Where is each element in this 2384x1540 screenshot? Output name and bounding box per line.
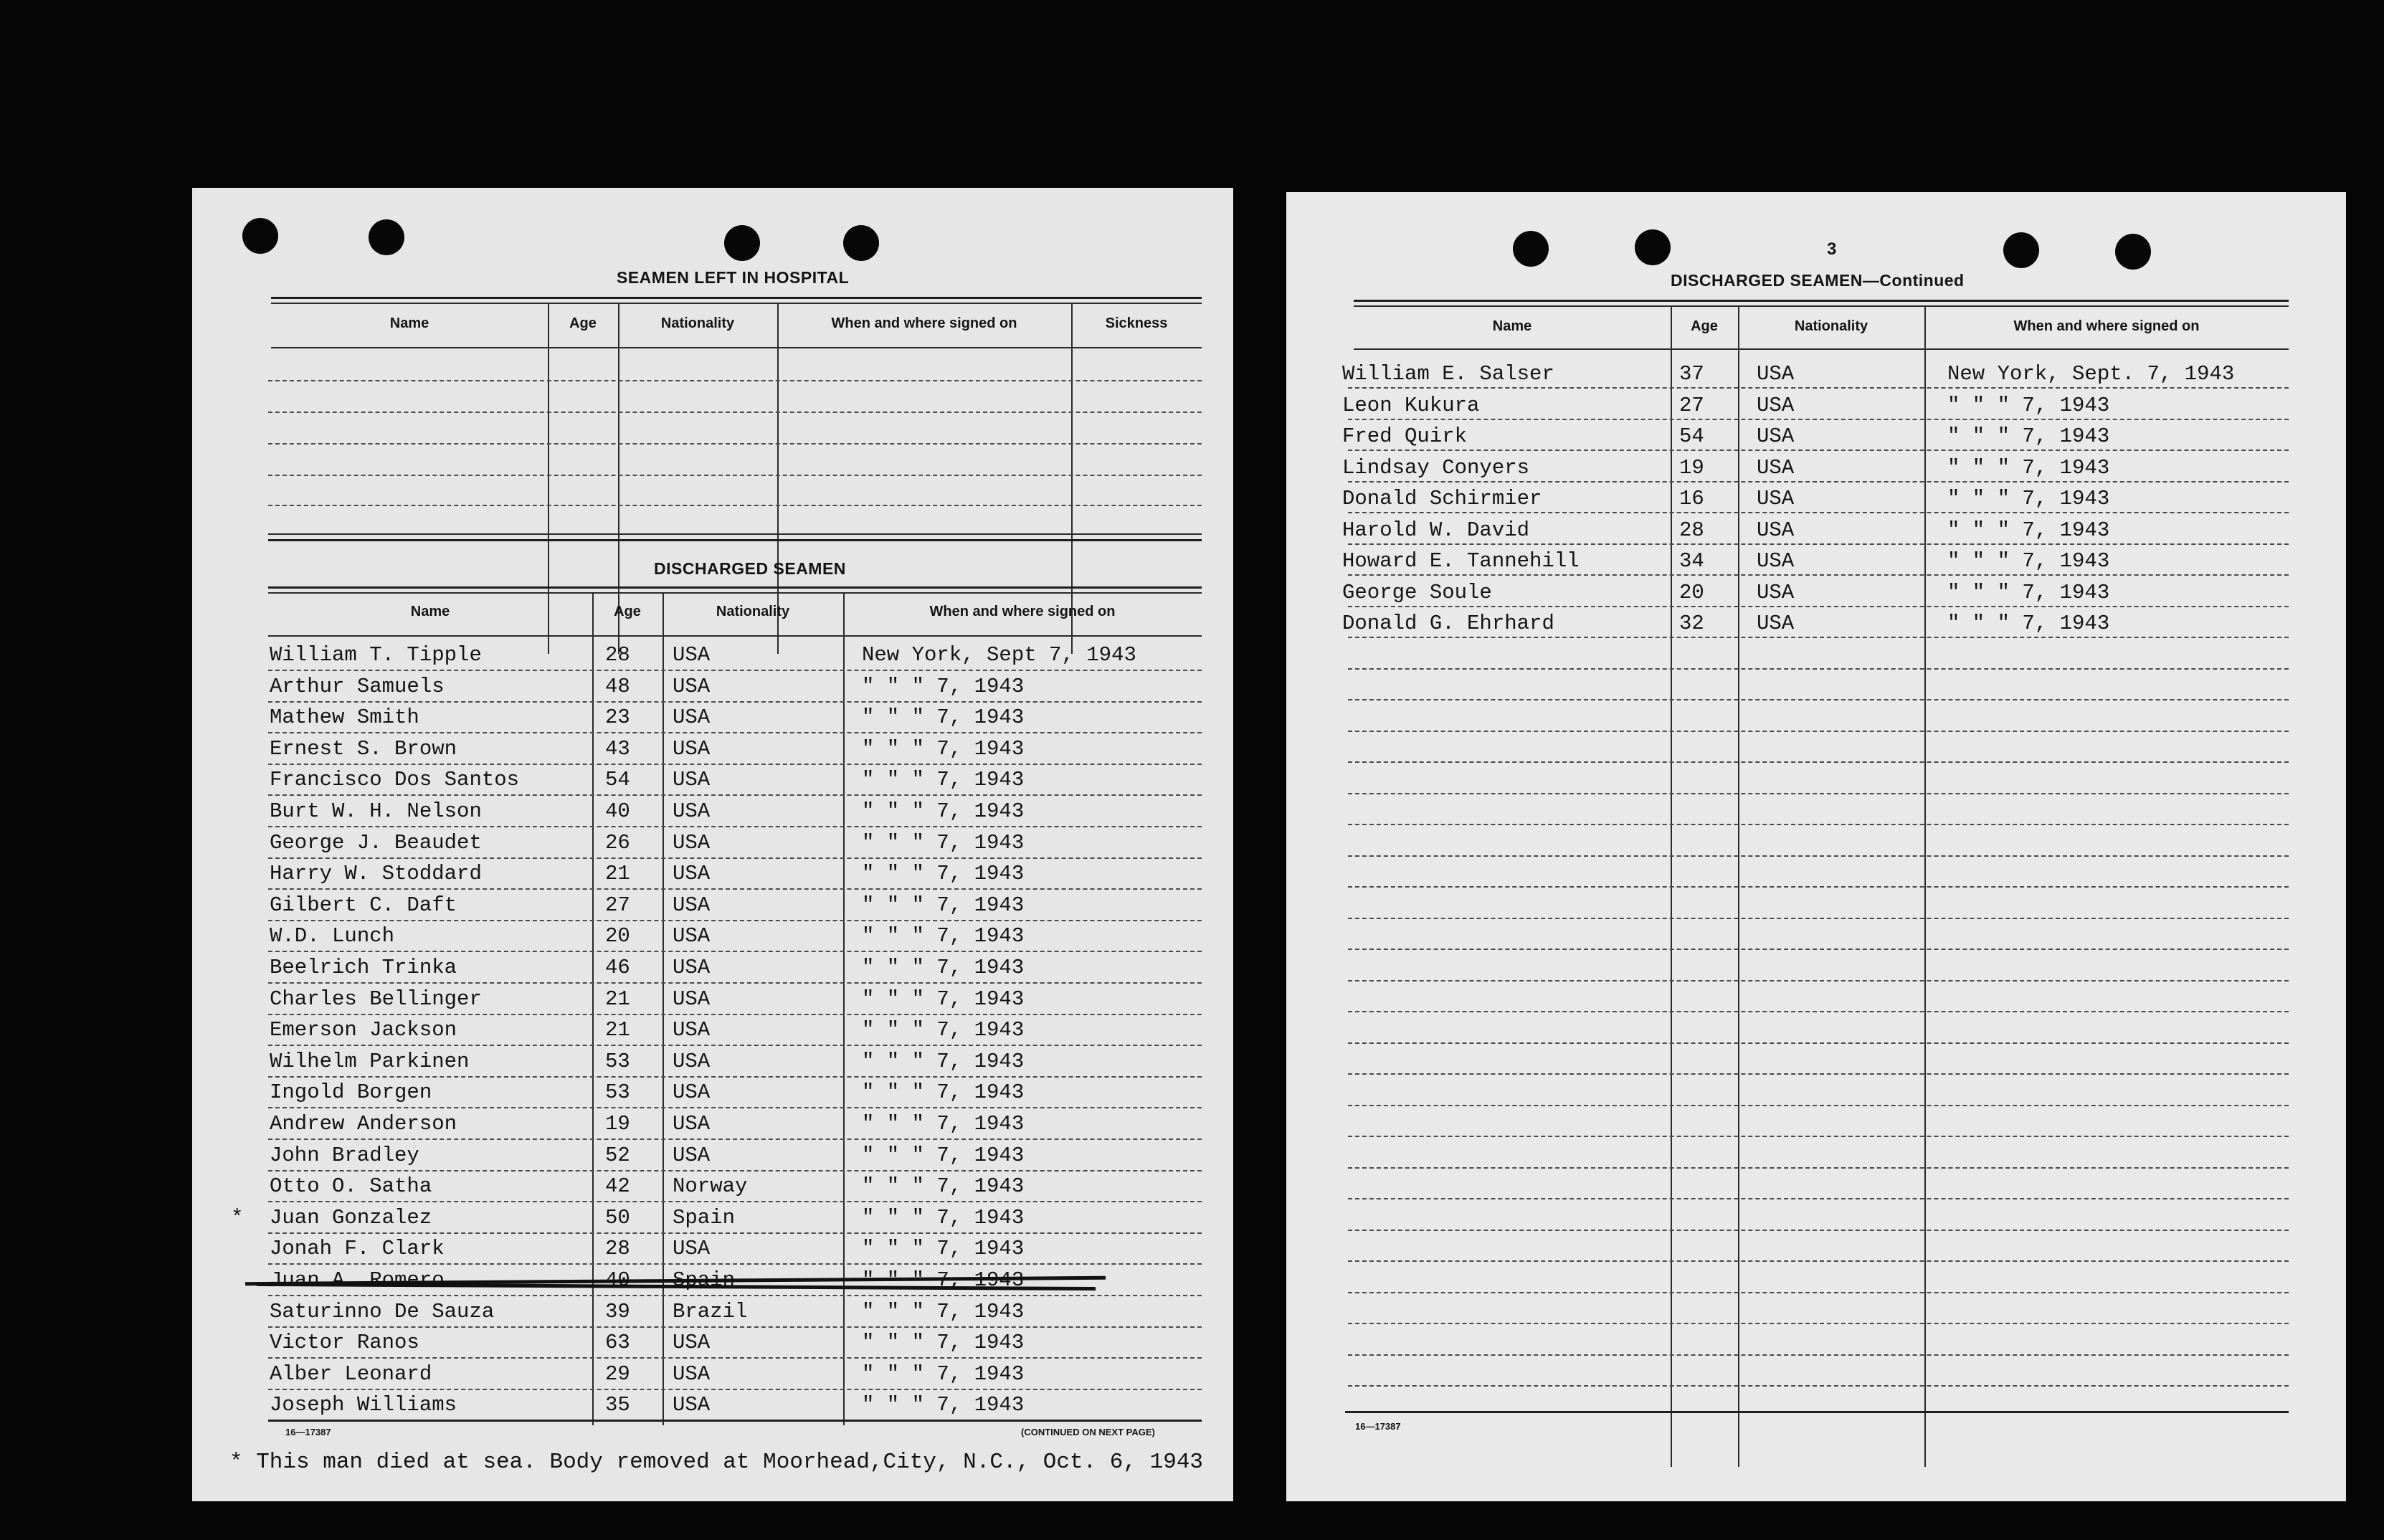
column-divider [663,592,664,1425]
seaman-name: Andrew Anderson [270,1112,457,1136]
signed-on: " " " 7, 1943 [862,705,1025,729]
rule [268,539,1202,541]
row-line [1348,1073,2289,1075]
column-divider [843,592,845,1425]
row-line [1348,1385,2289,1387]
row-line [1348,1230,2289,1231]
page-number: 3 [1827,239,1837,259]
seaman-age: 37 [1679,362,1704,386]
row-line [268,1357,1202,1359]
rule [1345,1411,2289,1413]
seaman-nationality: USA [673,1112,711,1136]
row-line [1348,1354,2289,1356]
signed-on: " " " 7, 1943 [862,1362,1025,1386]
column-divider [777,304,779,654]
seaman-nationality: USA [673,924,711,948]
signed-on: New York, Sept 7, 1943 [862,643,1136,667]
seaman-nationality: Spain [673,1268,736,1292]
signed-on: " " " 7, 1943 [862,675,1025,698]
punch-hole [242,218,278,254]
seaman-age: 26 [605,831,630,855]
row-line [268,826,1202,827]
seaman-nationality: USA [673,987,711,1011]
seaman-nationality: USA [1757,394,1795,417]
signed-on: " " " 7, 1943 [1947,487,2110,510]
right-page [1286,192,2346,1501]
seaman-nationality: USA [673,1362,711,1386]
signed-on: " " " 7, 1943 [862,1018,1025,1042]
seaman-age: 19 [605,1112,630,1136]
seaman-age: 28 [1679,518,1704,542]
signed-on: " " " 7, 1943 [1947,518,2110,542]
seaman-nationality: USA [673,956,711,979]
punch-hole [2003,232,2039,268]
signed-on: " " " 7, 1943 [862,924,1025,948]
seaman-nationality: USA [673,643,711,667]
row-line [268,982,1202,984]
signed-on: " " " 7, 1943 [862,956,1025,979]
blank-line [268,475,1202,476]
header-age: Age [569,315,597,331]
seaman-nationality: USA [673,768,711,792]
header-sickness: Sickness [1105,315,1168,331]
row-line [1348,543,2289,545]
hospital-section-title: SEAMEN LEFT IN HOSPITAL [617,268,850,287]
seaman-name: George Soule [1342,581,1492,604]
row-line [1348,731,2289,732]
continued-note: (CONTINUED ON NEXT PAGE) [1021,1427,1155,1437]
seaman-nationality: USA [1757,362,1795,386]
seaman-name: Victor Ranos [270,1331,419,1354]
row-line [1348,1198,2289,1199]
row-line [1348,1011,2289,1012]
header-nationality: Nationality [660,315,735,331]
signed-on: " " " 7, 1943 [1947,456,2110,480]
row-line [268,1170,1202,1171]
seaman-name: Juan A. Romero [270,1268,445,1292]
signed-on: " " " 7, 1943 [862,768,1025,792]
punch-hole [724,225,760,261]
rule [271,347,1202,348]
seaman-age: 40 [605,1268,630,1292]
header-name: Name [410,604,450,619]
rule [1354,348,2289,350]
seaman-nationality: USA [1757,549,1795,573]
row-line [268,1295,1202,1296]
seaman-age: 21 [605,1018,630,1042]
seaman-age: 16 [1679,487,1704,510]
seaman-nationality: USA [673,799,711,823]
seaman-name: John Bradley [270,1144,419,1167]
seaman-name: Howard E. Tannehill [1342,549,1580,573]
row-line [268,1139,1202,1140]
seaman-name: William E. Salser [1342,362,1554,386]
seaman-name: Harry W. Stoddard [270,862,482,885]
seaman-age: 52 [605,1144,630,1167]
row-line [1348,606,2289,607]
rule [1354,305,2289,307]
seaman-name: Otto O. Satha [270,1174,432,1198]
signed-on: " " " 7, 1943 [1947,424,2110,448]
row-line [1348,918,2289,919]
signed-on: New York, Sept. 7, 1943 [1947,362,2235,386]
rule [268,533,1202,535]
row-line [1348,1323,2289,1324]
seaman-nationality: Norway [673,1174,748,1198]
seaman-age: 21 [605,987,630,1011]
row-line [1348,668,2289,670]
seaman-age: 63 [605,1331,630,1354]
rule [268,592,1202,594]
blank-line [268,443,1202,445]
row-line [1348,637,2289,638]
seaman-nationality: USA [673,705,711,729]
blank-line [268,412,1202,413]
seaman-name: Lindsay Conyers [1342,456,1530,480]
signed-on: " " " 7, 1943 [862,1393,1025,1417]
row-line [268,1014,1202,1015]
signed-on: " " " 7, 1943 [862,1300,1025,1323]
row-line [1348,1292,2289,1293]
row-line [268,1076,1202,1078]
row-line [1348,1136,2289,1137]
row-line [1348,481,2289,483]
row-line [1348,419,2289,420]
seaman-name: Beelrich Trinka [270,956,457,979]
seaman-age: 40 [605,799,630,823]
seaman-age: 39 [605,1300,630,1323]
row-line [1348,1042,2289,1044]
seaman-name: Emerson Jackson [270,1018,457,1042]
seaman-nationality: USA [673,1080,711,1104]
seaman-nationality: Spain [673,1206,736,1230]
row-mark: * [231,1206,244,1230]
seaman-name: Harold W. David [1342,518,1530,542]
seaman-age: 20 [1679,581,1704,604]
seaman-name: William T. Tipple [270,643,482,667]
rule [271,297,1202,299]
row-line [1348,824,2289,825]
seaman-nationality: USA [673,1050,711,1073]
signed-on: " " " 7, 1943 [862,1080,1025,1104]
seaman-name: George J. Beaudet [270,831,482,855]
row-line [1348,886,2289,888]
discharged-section-title: DISCHARGED SEAMEN [654,559,846,578]
seaman-name: Ingold Borgen [270,1080,432,1104]
seaman-name: Juan Gonzalez [270,1206,432,1230]
row-line [268,888,1202,890]
punch-hole [1513,231,1549,267]
form-number: 16—17387 [1355,1421,1401,1432]
seaman-age: 43 [605,737,630,761]
discharged-continued-title: DISCHARGED SEAMEN—Continued [1671,271,1965,290]
seaman-nationality: USA [673,1393,711,1417]
seaman-name: Ernest S. Brown [270,737,457,761]
header-signed-on: When and where signed on [831,315,1017,331]
seaman-name: Burt W. H. Nelson [270,799,482,823]
seaman-age: 54 [605,768,630,792]
seaman-name: Wilhelm Parkinen [270,1050,470,1073]
seaman-nationality: USA [673,737,711,761]
seaman-age: 42 [605,1174,630,1198]
seaman-nationality: USA [673,1237,711,1260]
punch-hole [2115,234,2151,270]
seaman-age: 50 [605,1206,630,1230]
seaman-nationality: USA [673,893,711,917]
row-line [1348,512,2289,513]
row-line [268,1107,1202,1108]
column-divider [1071,304,1073,654]
seaman-age: 28 [605,1237,630,1260]
row-line [268,764,1202,765]
footnote: * This man died at sea. Body removed at Moorhead,City, N.C., Oct. 6, 1943 [229,1450,1204,1475]
signed-on: " " " 7, 1943 [862,1237,1025,1260]
rule [271,303,1202,304]
signed-on: " " " 7, 1943 [862,1331,1025,1354]
signed-on: " " " 7, 1943 [862,831,1025,855]
row-line [268,1045,1202,1046]
seaman-name: Francisco Dos Santos [270,768,520,792]
seaman-nationality: USA [1757,518,1795,542]
row-line [268,920,1202,921]
seaman-age: 19 [1679,456,1704,480]
row-line [1348,1260,2289,1262]
column-divider [618,304,619,654]
seaman-nationality: USA [673,862,711,885]
seaman-nationality: USA [673,675,711,698]
signed-on: " " " 7, 1943 [862,1144,1025,1167]
seaman-age: 35 [605,1393,630,1417]
seaman-nationality: USA [673,831,711,855]
blank-line [268,505,1202,506]
row-line [268,732,1202,733]
signed-on: " " " 7, 1943 [1947,394,2110,417]
seaman-age: 34 [1679,549,1704,573]
row-line [1348,855,2289,857]
seaman-name: Arthur Samuels [270,675,445,698]
seaman-age: 32 [1679,612,1704,635]
signed-on: " " " 7, 1943 [862,862,1025,885]
header-name: Name [1492,318,1532,334]
signed-on: " " " 7, 1943 [862,799,1025,823]
header-age: Age [1691,318,1718,334]
punch-hole [1635,229,1671,265]
punch-hole [369,219,404,255]
row-line [268,1326,1202,1328]
seaman-name: Donald Schirmier [1342,487,1542,510]
row-line [268,951,1202,952]
seaman-name: Jonah F. Clark [270,1237,445,1260]
seaman-age: 29 [605,1362,630,1386]
row-line [268,701,1202,703]
seaman-age: 46 [605,956,630,979]
seaman-age: 21 [605,862,630,885]
row-line [1348,699,2289,700]
signed-on: " " " 7, 1943 [862,1206,1025,1230]
row-line [268,670,1202,671]
header-age: Age [614,604,641,619]
rule [1354,300,2289,302]
header-signed-on: When and where signed on [2013,318,2200,334]
header-signed-on: When and where signed on [929,604,1116,619]
seaman-nationality: USA [673,1331,711,1354]
seaman-name: Alber Leonard [270,1362,432,1386]
signed-on: " " " 7, 1943 [862,1268,1025,1292]
header-name: Name [389,315,429,331]
row-line [1348,761,2289,763]
column-divider [548,304,549,654]
seaman-age: 27 [1679,394,1704,417]
seaman-age: 23 [605,705,630,729]
seaman-nationality: USA [1757,581,1795,604]
signed-on: " " " 7, 1943 [1947,549,2110,573]
seaman-age: 28 [605,643,630,667]
seaman-name: Joseph Williams [270,1393,457,1417]
seaman-nationality: USA [1757,487,1795,510]
seaman-nationality: USA [1757,424,1795,448]
row-line [268,1201,1202,1202]
seaman-name: Leon Kukura [1342,394,1480,417]
signed-on: " " " 7, 1943 [1947,581,2110,604]
seaman-nationality: USA [1757,612,1795,635]
seaman-nationality: USA [673,1018,711,1042]
signed-on: " " " 7, 1943 [862,737,1025,761]
row-line [268,1263,1202,1265]
row-line [268,1389,1202,1390]
row-line [1348,1167,2289,1169]
seaman-name: Saturinno De Sauza [270,1300,495,1323]
row-line [1348,450,2289,451]
row-line [268,1232,1202,1234]
signed-on: " " " 7, 1943 [862,1174,1025,1198]
punch-hole [843,225,879,261]
blank-line [268,380,1202,381]
left-page [192,188,1233,1501]
seaman-age: 54 [1679,424,1704,448]
seaman-age: 27 [605,893,630,917]
form-number: 16—17387 [285,1427,331,1437]
column-divider [592,592,594,1425]
header-nationality: Nationality [1794,318,1868,334]
seaman-name: Charles Bellinger [270,987,482,1011]
seaman-nationality: USA [1757,456,1795,480]
seaman-name: Donald G. Ehrhard [1342,612,1554,635]
signed-on: " " " 7, 1943 [862,893,1025,917]
seaman-name: Mathew Smith [270,705,419,729]
signed-on: " " " 7, 1943 [862,1050,1025,1073]
rule [268,1420,1202,1422]
row-line [1348,574,2289,576]
header-nationality: Nationality [716,604,790,619]
seaman-name: Gilbert C. Daft [270,893,457,917]
seaman-age: 53 [605,1050,630,1073]
row-line [1348,1105,2289,1106]
row-line [1348,949,2289,950]
seaman-nationality: USA [673,1144,711,1167]
seaman-age: 48 [605,675,630,698]
signed-on: " " " 7, 1943 [1947,612,2110,635]
seaman-nationality: Brazil [673,1300,748,1323]
row-line [268,857,1202,859]
seaman-age: 53 [605,1080,630,1104]
rule [268,635,1202,637]
seaman-name: W.D. Lunch [270,924,395,948]
seaman-age: 20 [605,924,630,948]
row-line [1348,793,2289,794]
rule [268,586,1202,589]
row-line [268,794,1202,796]
signed-on: " " " 7, 1943 [862,987,1025,1011]
row-line [1348,387,2289,389]
seaman-name: Fred Quirk [1342,424,1468,448]
row-line [1348,980,2289,981]
signed-on: " " " 7, 1943 [862,1112,1025,1136]
